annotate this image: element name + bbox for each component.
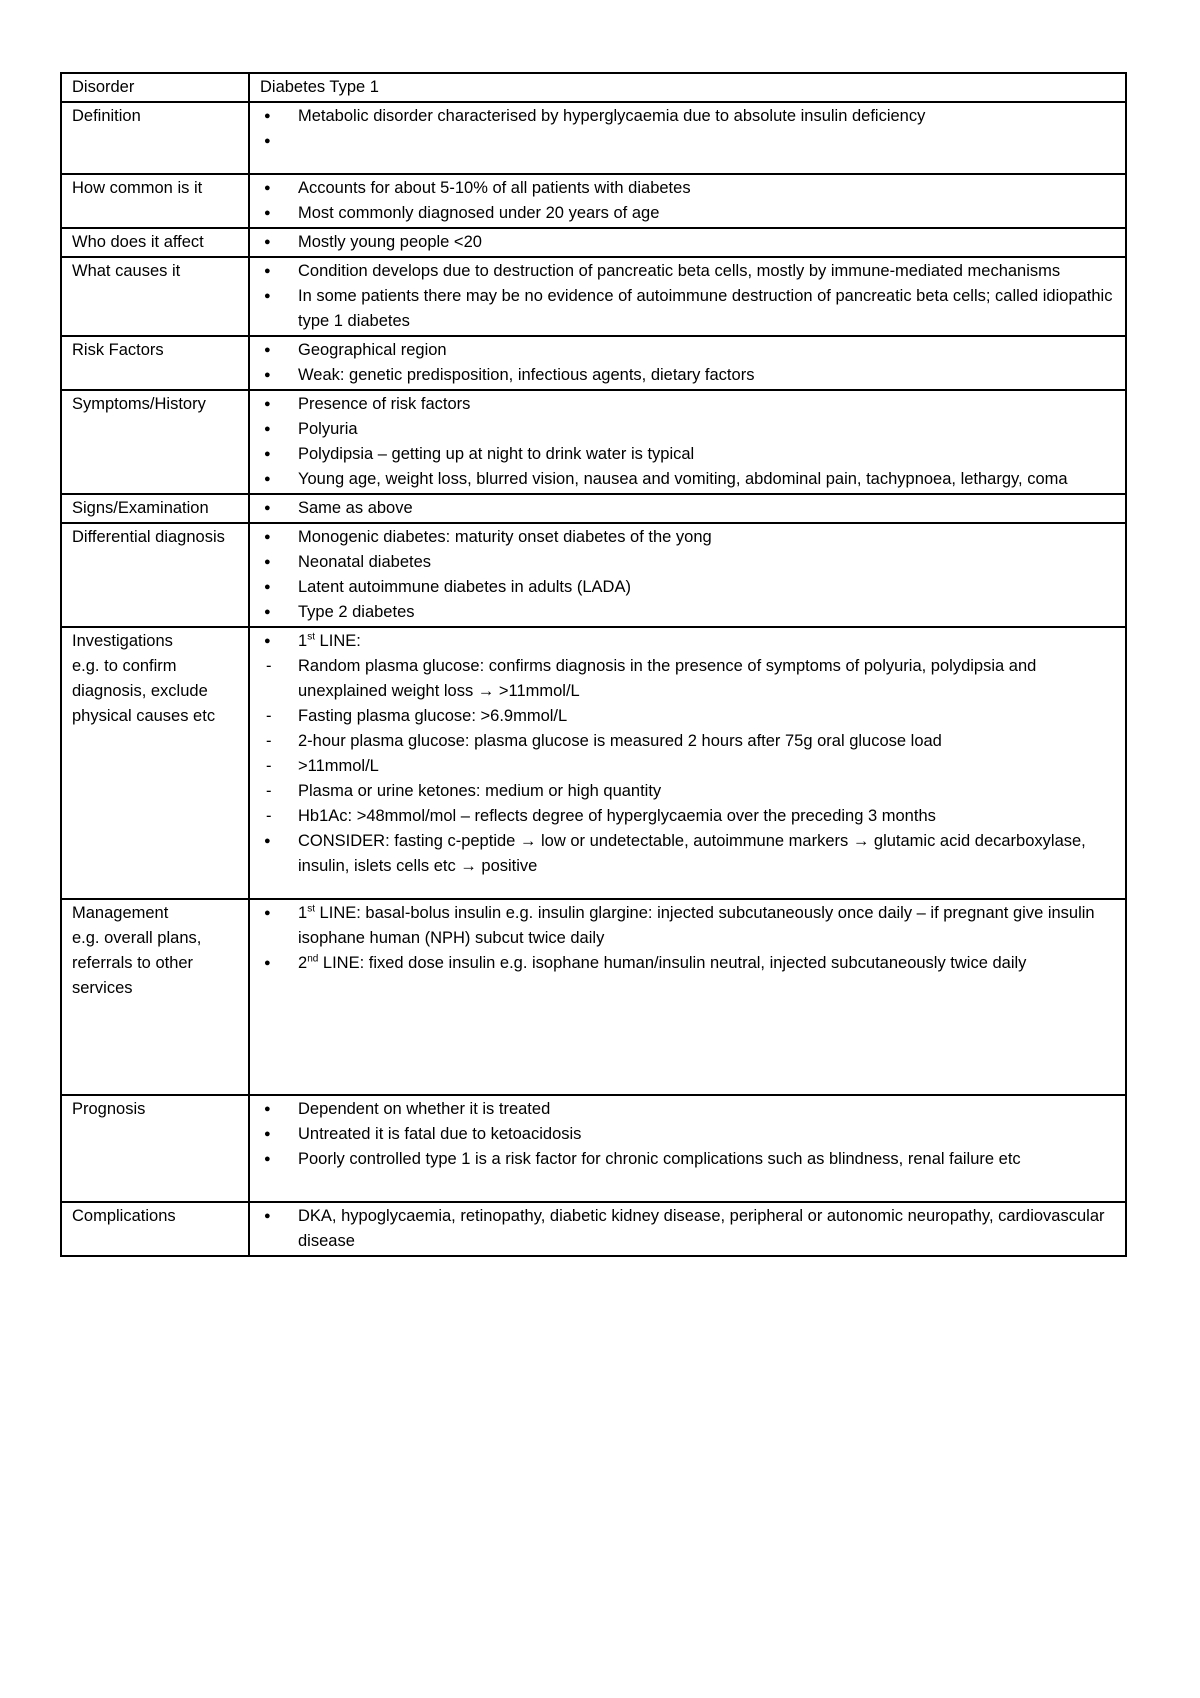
row-investigations <box>61 627 1126 899</box>
list-item: ● Condition develops due to destruction of pancreatic beta cells, mostly by immune-mediated mechanisms <box>260 259 1115 284</box>
label-line: Investigations <box>72 632 173 650</box>
list-item: ● Neonatal diabetes <box>260 550 1115 575</box>
row-risk <box>61 336 1126 390</box>
sub-list-item: - Fasting plasma glucose: >6.9mmol/L <box>260 704 1115 729</box>
list-item <box>260 629 1115 829</box>
list-item: ● Weak: genetic predisposition, infectious agents, dietary factors <box>260 363 1115 388</box>
complications-content <box>249 1202 1126 1256</box>
list-item: ● CONSIDER: fasting c-peptide → low or undetectable, autoimmune markers → glutamic acid decarboxylase, insulin, islets cells etc → positive <box>260 829 1115 879</box>
first-sup: st <box>307 903 315 915</box>
first-line-sup: st <box>307 631 315 643</box>
prognosis-label: Prognosis <box>61 1095 249 1202</box>
first-line-num: 1 <box>298 632 308 650</box>
list-item: ● Most commonly diagnosed under 20 years of age <box>260 201 1115 226</box>
label-line: physical causes etc <box>72 707 216 725</box>
prognosis-content <box>249 1095 1126 1202</box>
symptoms-content <box>249 390 1126 494</box>
who-affect-label: Who does it affect <box>61 228 249 257</box>
disorder-label: Disorder <box>61 73 249 102</box>
list-item: ● Monogenic diabetes: maturity onset diabetes of the yong <box>260 525 1115 550</box>
label-line: Management <box>72 904 169 922</box>
first-line-text: LINE: <box>314 632 361 650</box>
investigations-label <box>61 627 249 899</box>
sub-list-item: - >11mmol/L <box>260 754 1115 779</box>
first-text: LINE: basal-bolus insulin e.g. insulin glargine: injected subcutaneously once daily – if pregnant give insulin isophane human (NPH) subcut twice daily <box>298 904 1095 947</box>
label-line: diagnosis, exclude <box>72 682 208 700</box>
row-prognosis <box>61 1095 1126 1202</box>
management-content <box>249 899 1126 1095</box>
risk-label: Risk Factors <box>61 336 249 390</box>
row-complications <box>61 1202 1126 1256</box>
row-who-affect <box>61 228 1126 257</box>
causes-content <box>249 257 1126 336</box>
label-line: services <box>72 979 133 997</box>
list-item: ● DKA, hypoglycaemia, retinopathy, diabetic kidney disease, peripheral or autonomic neuropathy, cardiovascular disease <box>260 1204 1115 1254</box>
list-item <box>260 951 1115 976</box>
row-differential <box>61 523 1126 627</box>
disorder-table <box>60 72 1127 1257</box>
definition-label: Definition <box>61 102 249 174</box>
list-item: ● Young age, weight loss, blurred vision, nausea and vomiting, abdominal pain, tachypnoea, lethargy, coma <box>260 467 1115 492</box>
row-how-common <box>61 174 1126 228</box>
sub-list-item: - Plasma or urine ketones: medium or high quantity <box>260 779 1115 804</box>
list-item: ● Same as above <box>260 496 1115 521</box>
list-item: ● Presence of risk factors <box>260 392 1115 417</box>
risk-content <box>249 336 1126 390</box>
row-disorder <box>61 73 1126 102</box>
investigations-content <box>249 627 1126 899</box>
first-num: 1 <box>298 904 308 922</box>
list-item: ● Polydipsia – getting up at night to drink water is typical <box>260 442 1115 467</box>
list-item: ● Untreated it is fatal due to ketoacidosis <box>260 1122 1115 1147</box>
differential-content <box>249 523 1126 627</box>
list-item: ● Accounts for about 5-10% of all patients with diabetes <box>260 176 1115 201</box>
who-affect-content <box>249 228 1126 257</box>
sub-list-item: - Random plasma glucose: confirms diagnosis in the presence of symptoms of polyuria, polydipsia and unexplained weight loss → >11mmol/L <box>260 654 1115 704</box>
list-item: ● Metabolic disorder characterised by hyperglycaemia due to absolute insulin deficiency <box>260 104 1115 129</box>
list-item: ● Geographical region <box>260 338 1115 363</box>
row-management <box>61 899 1126 1095</box>
sub-list-item: - Hb1Ac: >48mmol/mol – reflects degree of hyperglycaemia over the preceding 3 months <box>260 804 1115 829</box>
label-line: e.g. overall plans, <box>72 929 202 947</box>
row-causes <box>61 257 1126 336</box>
differential-label: Differential diagnosis <box>61 523 249 627</box>
list-item: ● Latent autoimmune diabetes in adults (LADA) <box>260 575 1115 600</box>
list-item: ● Polyuria <box>260 417 1115 442</box>
list-item <box>260 901 1115 951</box>
symptoms-label: Symptoms/History <box>61 390 249 494</box>
management-label <box>61 899 249 1095</box>
causes-label: What causes it <box>61 257 249 336</box>
second-num: 2 <box>298 954 308 972</box>
definition-content <box>249 102 1126 174</box>
list-item: ● Mostly young people <20 <box>260 230 1115 255</box>
signs-content <box>249 494 1126 523</box>
list-item <box>260 129 1115 154</box>
row-signs <box>61 494 1126 523</box>
list-item: ● Poorly controlled type 1 is a risk factor for chronic complications such as blindness, renal failure etc <box>260 1147 1115 1172</box>
label-line: referrals to other <box>72 954 194 972</box>
disorder-value: Diabetes Type 1 <box>249 73 1126 102</box>
second-sup: nd <box>307 953 319 965</box>
signs-label: Signs/Examination <box>61 494 249 523</box>
row-definition <box>61 102 1126 174</box>
how-common-label: How common is it <box>61 174 249 228</box>
list-item: ● Type 2 diabetes <box>260 600 1115 625</box>
how-common-content <box>249 174 1126 228</box>
complications-label: Complications <box>61 1202 249 1256</box>
row-symptoms <box>61 390 1126 494</box>
label-line: e.g. to confirm <box>72 657 177 675</box>
list-item: ● Dependent on whether it is treated <box>260 1097 1115 1122</box>
list-item: ● In some patients there may be no evidence of autoimmune destruction of pancreatic beta cells; called idiopathic type 1 diabetes <box>260 284 1115 334</box>
second-text: LINE: fixed dose insulin e.g. isophane human/insulin neutral, injected subcutaneously twice daily <box>318 954 1027 972</box>
sub-list-item: - 2-hour plasma glucose: plasma glucose is measured 2 hours after 75g oral glucose load <box>260 729 1115 754</box>
